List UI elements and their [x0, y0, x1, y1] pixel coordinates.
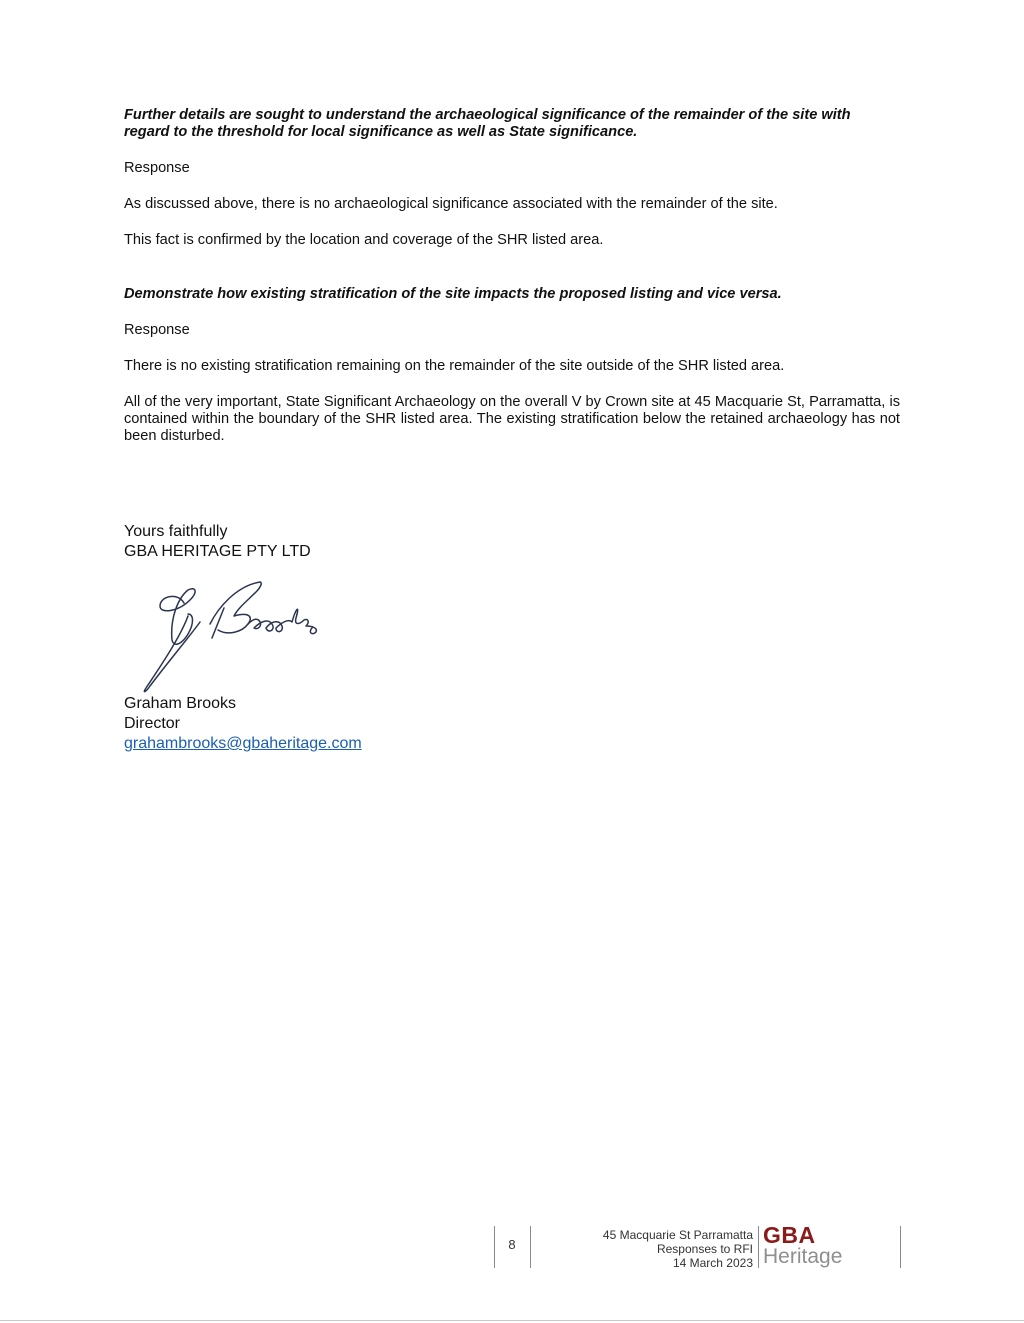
footer-divider-right	[900, 1226, 901, 1268]
footer-project: 45 Macquarie St Parramatta	[602, 1228, 753, 1242]
signature-image	[138, 578, 328, 696]
response-1-paragraph-1: As discussed above, there is no archaeological significance associated with the remainder of the site.	[124, 196, 778, 212]
signer-email-link[interactable]: grahambrooks@gbaheritage.com	[124, 735, 362, 752]
response-2-paragraph-1: There is no existing stratification remaining on the remainder of the site outside of the SHR listed area.	[124, 358, 785, 374]
question-1: Further details are sought to understand the archaeological significance of the remainder of the site with regard to the threshold for local significance as well as State significance.	[124, 107, 851, 140]
response-label-2: Response	[124, 322, 190, 338]
gba-logo-text: GBA	[763, 1222, 816, 1248]
salutation: Yours faithfully	[124, 523, 228, 540]
footer-divider-left	[494, 1226, 495, 1268]
footer-divider-mid	[530, 1226, 531, 1268]
page-edge	[0, 1320, 1024, 1321]
response-2-paragraph-2: All of the very important, State Significant Archaeology on the overall V by Crown site at 45 Macquarie St, Parramatta, is contained within the boundary of the SHR listed area. The existing stratification below the retained archaeology has not been disturbed.	[124, 394, 900, 444]
page-number: 8	[508, 1237, 516, 1252]
signer-block	[124, 694, 362, 754]
footer-date: 14 March 2023	[672, 1256, 753, 1270]
signer-title: Director	[124, 715, 181, 732]
footer-document: Responses to RFI	[656, 1242, 753, 1256]
closing-block	[124, 522, 311, 562]
response-1-paragraph-2: This fact is confirmed by the location and coverage of the SHR listed area.	[124, 232, 604, 248]
footer-divider-logo	[758, 1226, 759, 1268]
response-label-1: Response	[124, 160, 190, 176]
rfi-responses	[124, 107, 900, 445]
question-2: Demonstrate how existing stratification of the site impacts the proposed listing and vice versa.	[124, 286, 782, 302]
company-name: GBA HERITAGE PTY LTD	[124, 543, 311, 560]
footer-document-info	[603, 1228, 753, 1270]
heritage-logo-text: Heritage	[763, 1245, 843, 1268]
signer-name: Graham Brooks	[124, 695, 237, 712]
